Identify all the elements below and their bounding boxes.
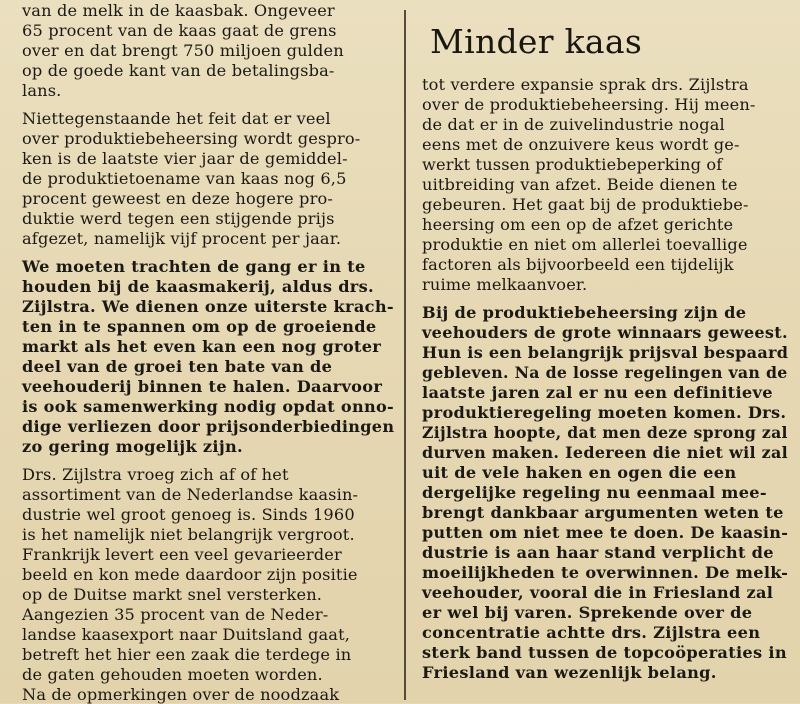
left-column-line: de gaten gehouden moeten worden. xyxy=(22,665,323,684)
right-column-line: produktie en niet om allerlei toevallige xyxy=(422,235,748,254)
left-column-line: is ook samenwerking nodig opdat onno- xyxy=(22,397,394,416)
right-column-line: dergelijke regeling nu eenmaal mee- xyxy=(422,483,767,502)
left-column-line: assortiment van de Nederlandse kaasin- xyxy=(22,485,359,504)
left-column-line: procent geweest en deze hogere pro- xyxy=(22,189,333,208)
left-column-line: zo gering mogelijk zijn. xyxy=(22,437,243,456)
left-column-line: dustrie wel groot genoeg is. Sinds 1960 xyxy=(22,505,355,524)
left-column-line: op de Duitse markt snel versterken. xyxy=(22,585,323,604)
right-column-line: factoren als bijvoorbeeld een tijdelijk xyxy=(422,255,734,274)
right-column-line: veehouder, vooral die in Friesland zal xyxy=(422,583,774,602)
left-column-line: afgezet, namelijk vijf procent per jaar. xyxy=(22,229,342,248)
left-column-line: beeld en kon mede daardoor zijn positie xyxy=(22,565,358,584)
left-column-line: op de goede kant van de betalingsba- xyxy=(22,61,335,80)
column-divider xyxy=(404,10,406,700)
left-column-line: de produktietoename van kaas nog 6,5 xyxy=(22,169,347,188)
left-column-line: duktie werd tegen een stijgende prijs xyxy=(22,209,335,228)
left-column-line: markt als het even kan een nog groter xyxy=(22,337,382,356)
right-column-line: eens met de onzuivere keus wordt ge- xyxy=(422,135,740,154)
right-column-line: Hun is een belangrijk prijsval bespaard xyxy=(422,343,789,362)
right-column-line: produktieregeling moeten komen. Drs. xyxy=(422,403,787,422)
left-column-line: ten in te spannen om op de groeiende xyxy=(22,317,377,336)
right-column-line: er wel bij varen. Sprekende over de xyxy=(422,603,753,622)
right-column-line: werkt tussen produktiebeperking of xyxy=(422,155,723,174)
left-column-line: dige verliezen door prijsonderbiedingen xyxy=(22,417,395,436)
left-column-line: Aangezien 35 procent van de Neder- xyxy=(22,605,329,624)
left-column-line: Drs. Zijlstra vroeg zich af of het xyxy=(22,465,289,484)
left-column-line: is het namelijk niet belangrijk vergroot. xyxy=(22,525,355,544)
left-column-line: ken is de laatste vier jaar de gemiddel- xyxy=(22,149,348,168)
left-column-line: lans. xyxy=(22,81,62,100)
right-column-line: ruime melkaanvoer. xyxy=(422,275,588,294)
left-column-line: We moeten trachten de gang er in te xyxy=(22,257,366,276)
right-column-line: Zijlstra hoopte, dat men deze sprong zal xyxy=(422,423,788,442)
right-column-line: putten om niet mee te doen. De kaasin- xyxy=(422,523,789,542)
right-column-line: over de produktiebeheersing. Hij meen- xyxy=(422,95,756,114)
left-column-line: veehouderij binnen te halen. Daarvoor xyxy=(22,377,383,396)
right-column-line: Friesland van wezenlijk belang. xyxy=(422,663,717,682)
right-column-line: brengt dankbaar argumenten weten te xyxy=(422,503,784,522)
right-column-line: laatste jaren zal er nu een definitieve xyxy=(422,383,773,402)
right-column-line: sterk band tussen de topcoöperaties in xyxy=(422,643,787,662)
left-column-line: Na de opmerkingen over de noodzaak xyxy=(22,685,340,704)
left-column-line: landse kaasexport naar Duitsland gaat, xyxy=(22,625,351,644)
right-column-line: uitbreiding van afzet. Beide dienen te xyxy=(422,175,738,194)
right-column-line: dustrie is aan haar stand verplicht de xyxy=(422,543,774,562)
left-column-line: houden bij de kaasmakerij, aldus drs. xyxy=(22,277,374,296)
left-column-line: betreft het hier een zaak die terdege in xyxy=(22,645,352,664)
right-column-line: gebeuren. Het gaat bij de produktiebe- xyxy=(422,195,749,214)
right-column-line: tot verdere expansie sprak drs. Zijlstra xyxy=(422,75,749,94)
left-column-line: over produktiebeheersing wordt gespro- xyxy=(22,129,361,148)
right-column-line: heersing om een op de afzet gerichte xyxy=(422,215,734,234)
right-column-line: concentratie achtte drs. Zijlstra een xyxy=(422,623,761,642)
left-column-line: over en dat brengt 750 miljoen gulden xyxy=(22,41,344,60)
left-column-line: van de melk in de kaasbak. Ongeveer xyxy=(22,1,335,20)
left-column-line: 65 procent van de kaas gaat de grens xyxy=(22,21,337,40)
right-column-line: veehouders de grote winnaars geweest. xyxy=(422,323,788,342)
right-column-line: uit de vele haken en ogen die een xyxy=(422,463,737,482)
right-column-line: moeilijkheden te overwinnen. De melk- xyxy=(422,563,789,582)
left-column-line: Zijlstra. We dienen onze uiterste krach- xyxy=(22,297,394,316)
left-column-line: Frankrijk levert een veel gevarieerder xyxy=(22,545,342,564)
article-headline: Minder kaas xyxy=(430,22,643,61)
right-column-line: de dat er in de zuivelindustrie nogal xyxy=(422,115,725,134)
left-column-line: deel van de groei ten bate van de xyxy=(22,357,333,376)
left-column-line: Niettegenstaande het feit dat er veel xyxy=(22,109,331,128)
right-column-line: Bij de produktiebeheersing zijn de xyxy=(422,303,747,322)
right-column-line: durven maken. Iedereen die niet wil zal xyxy=(422,443,789,462)
right-column-line: gebleven. Na de losse regelingen van de xyxy=(422,363,788,382)
